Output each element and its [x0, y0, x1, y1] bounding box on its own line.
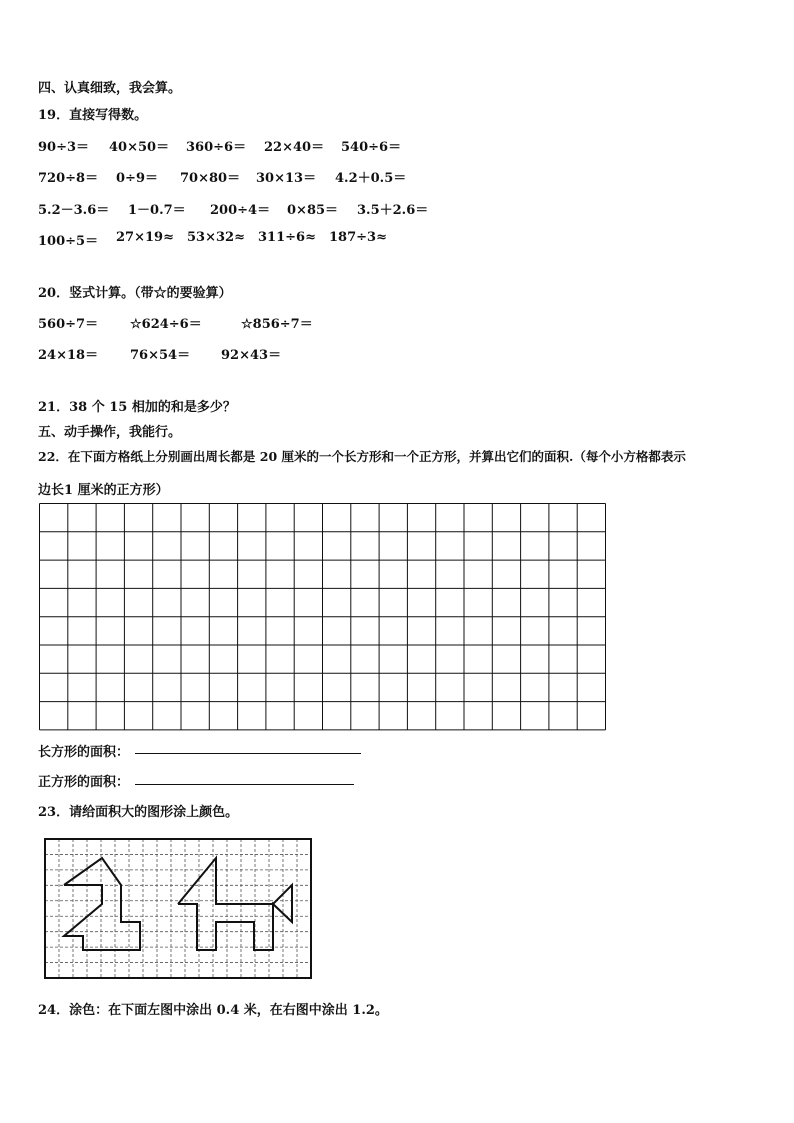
- right-figure-shape[interactable]: [178, 858, 292, 950]
- section-5-heading: 五、动手操作，我能行。: [38, 425, 182, 440]
- question-22-text-line2: 边长1 厘米的正方形）: [38, 483, 169, 498]
- q19-item: 3.5＋2.6＝: [357, 203, 429, 218]
- q19-item: 1－0.7＝: [128, 203, 186, 218]
- q19-item: 200÷4＝: [210, 203, 271, 218]
- q19-item: 360÷6＝: [186, 140, 247, 155]
- q20-item: 560÷7＝: [38, 317, 99, 332]
- q19-item: 187÷3≈: [329, 230, 387, 245]
- question-24-text: 24．涂色：在下面左图中涂出 0.4 米，在右图中涂出 1.2。: [38, 1003, 388, 1018]
- square-area-answer-line[interactable]: [135, 784, 354, 785]
- q19-item: 5.2－3.6＝: [38, 203, 110, 218]
- section-4-heading: 四、认真细致，我会算。: [38, 81, 182, 96]
- q23-grid-border: [45, 839, 311, 978]
- q19-item: 53×32≈: [187, 230, 245, 245]
- rectangle-area-label: 长方形的面积：: [38, 745, 130, 760]
- q20-item: ☆624÷6＝: [130, 317, 202, 332]
- question-21-text: 21．38 个 15 相加的和是多少？: [38, 400, 236, 415]
- q19-item: 22×40＝: [264, 140, 325, 155]
- q20-item: 24×18＝: [38, 348, 99, 363]
- question-22-text-line1: 22．在下面方格纸上分别画出周长都是 20 厘米的一个长方形和一个正方形，并算出它们的面积.（每个小方格都表示: [38, 449, 686, 464]
- q20-item: ☆856÷7＝: [241, 317, 313, 332]
- q19-item: 27×19≈: [116, 230, 174, 245]
- rectangle-area-answer-line[interactable]: [135, 753, 361, 754]
- q19-item: 70×80＝: [180, 171, 241, 186]
- q19-item: 90÷3＝: [38, 140, 90, 155]
- q19-item: 100÷5＝: [38, 234, 99, 249]
- q19-item: 720÷8＝: [38, 171, 99, 186]
- question-20-title: 20．竖式计算。（带☆的要验算）: [38, 286, 232, 301]
- q23-figure-grid[interactable]: [43, 838, 315, 981]
- q19-item: 40×50＝: [109, 140, 170, 155]
- q19-item: 0÷9＝: [116, 171, 158, 186]
- q23-dashed-gridlines: [45, 839, 311, 978]
- square-area-label: 正方形的面积：: [38, 775, 130, 790]
- question-23-title: 23．请给面积大的图形涂上颜色。: [38, 805, 239, 820]
- q19-item: 0×85＝: [287, 203, 339, 218]
- question-19-title: 19．直接写得数。: [38, 108, 148, 123]
- q20-item: 92×43＝: [221, 348, 282, 363]
- q22-square-grid[interactable]: [39, 503, 609, 731]
- q19-item: 311÷6≈: [258, 230, 316, 245]
- q19-item: 4.2＋0.5＝: [335, 171, 407, 186]
- q19-item: 30×13＝: [256, 171, 317, 186]
- q20-item: 76×54＝: [130, 348, 191, 363]
- q19-item: 540÷6＝: [341, 140, 402, 155]
